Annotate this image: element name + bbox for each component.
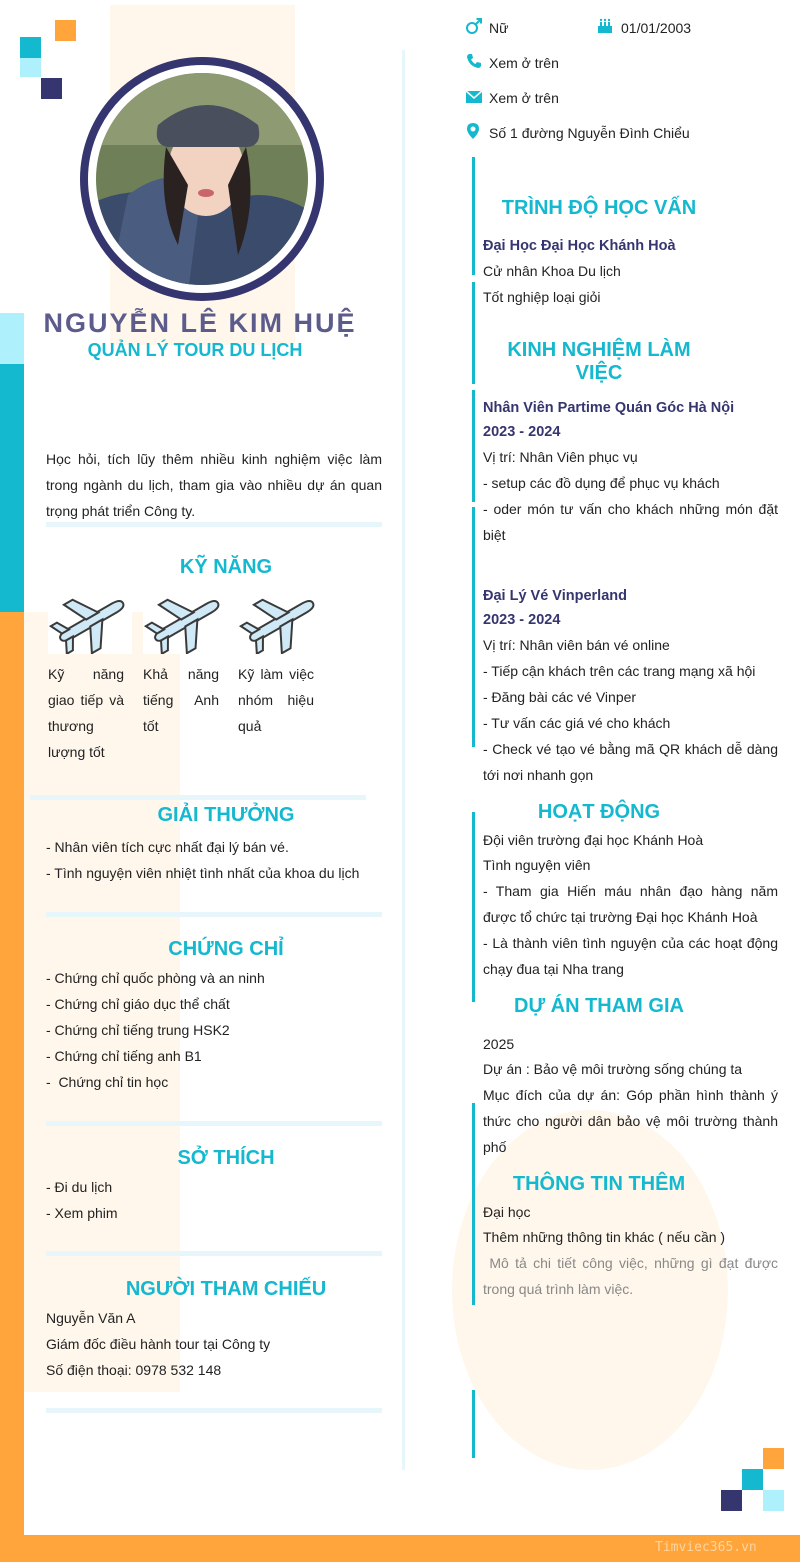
address-value: Số 1 đường Nguyễn Đình Chiểu [489,125,690,141]
phone-value: Xem ở trên [489,55,559,71]
deco-square [763,1490,784,1511]
deco-square [742,1469,763,1490]
certificate-item: - Chứng chỉ tiếng anh B1 [46,1048,202,1064]
extra-hint: Mô tả chi tiết công việc, những gì đạt được trong quá trình làm việc. [483,1255,782,1297]
job-line: - Tư vấn các giá vé cho khách [483,715,671,731]
watermark: Timviec365.vn [655,1540,757,1555]
phone-icon [465,52,483,70]
experience-title: KINH NGHIỆM LÀM VIỆC [507,339,691,384]
reference-phone: Số điện thoại: 0978 532 148 [46,1362,222,1378]
section-divider [46,1121,382,1126]
avatar [80,57,324,301]
accent-line [472,1103,475,1305]
certificate-item: - Chứng chỉ giáo dục thể chất [46,996,230,1012]
activity-line: - Tham gia Hiến máu nhân đạo hàng năm được tổ chức tại trường Đại học Khánh Hoà [483,883,778,925]
job-line: - Tiếp cận khách trên các trang mạng xã hội [483,663,756,679]
accent-line [472,507,475,747]
awards-title: GIẢI THƯỞNG [157,804,295,826]
accent-line [472,157,475,275]
hobby-item: - Xem phim [46,1205,118,1221]
candidate-name: NGUYỄN LÊ KIM HUỆ [43,308,357,338]
project-purpose: Mục đích của dự án: Góp phần hình thành ý thức cho người dân bảo vệ môi trường thành phố [483,1087,778,1155]
section-divider [30,795,366,800]
skills-title: KỸ NĂNG [179,556,273,578]
references-title: NGƯỜI THAM CHIẾU [125,1278,327,1300]
airplane-icon [143,590,227,654]
certificate-item: - Chứng chỉ tiếng trung HSK2 [46,1022,230,1038]
certificates-title: CHỨNG CHỈ [168,938,284,960]
education-school: Đại Học Đại Học Khánh Hoà [483,238,676,254]
section-divider [46,1251,382,1256]
job-line: Vị trí: Nhân Viên phục vụ [483,449,638,465]
job-period: 2023 - 2024 [483,424,561,440]
education-title: TRÌNH ĐỘ HỌC VẤN [501,197,697,219]
accent-line [472,812,475,1002]
section-divider [46,1408,382,1413]
accent-line [472,1390,475,1458]
project-year: 2025 [483,1036,515,1052]
extra-line: Thêm những thông tin khác ( nếu cần ) [483,1229,726,1245]
job-company: Đại Lý Vé Vinperland [483,588,627,604]
airplane-icon [48,590,132,654]
accent-line [472,282,475,384]
education-degree: Cử nhân Khoa Du lịch [483,263,621,279]
cyan-left-strip [0,364,24,612]
deco-square [20,37,41,58]
certificate-item: - Chứng chỉ quốc phòng và an ninh [46,970,265,986]
job-line: Vị trí: Nhân viên bán vé online [483,637,670,653]
deco-square [55,20,76,41]
hobbies-title: SỞ THÍCH [177,1147,275,1169]
education-result: Tốt nghiệp loại giỏi [483,289,601,305]
project-name: Dự án : Bảo vệ môi trường sống chúng ta [483,1061,743,1077]
hobby-item: - Đi du lịch [46,1179,113,1195]
email-icon [465,89,483,105]
award-item: - Nhân viên tích cực nhất đại lý bán vé. [46,839,289,855]
certificate-item: - Chứng chỉ tin học [46,1074,169,1090]
career-objective: Học hỏi, tích lũy thêm nhiều kinh nghiệm việc làm trong ngành du lịch, tham gia vào nhiều dự án quan trọng phát triển Công ty. [46,451,382,519]
skill-item: Kỹ năng giao tiếp và thương lượng tốt [48,666,124,760]
job-line: - Check vé tạo vé bằng mã QR khách dễ dàng tới nơi nhanh gọn [483,741,778,783]
dob-value: 01/01/2003 [621,20,692,36]
reference-name: Nguyễn Văn A [46,1310,136,1326]
job-period: 2023 - 2024 [483,612,561,628]
location-pin-icon [466,122,480,140]
orange-left-strip [0,612,24,1562]
activity-line: Tình nguyện viên [483,857,591,873]
section-divider [46,522,382,527]
reference-role: Giám đốc điều hành tour tại Công ty [46,1336,271,1352]
skill-item: Khả năng tiếng Anh tốt [143,666,219,734]
gender-value: Nữ [489,20,509,36]
award-item: - Tình nguyện viên nhiệt tình nhất của khoa du lịch [46,865,360,881]
gender-icon [465,17,483,35]
job-line: - setup các đồ dụng để phục vụ khách [483,475,720,491]
activities-title: HOẠT ĐỘNG [537,801,661,823]
birthday-cake-icon [596,17,614,35]
projects-title: DỰ ÁN THAM GIA [514,995,684,1017]
deco-square [20,58,41,77]
skill-item: Kỹ làm việc nhóm hiệu quả [238,666,314,734]
deco-square [763,1448,784,1469]
deco-square [721,1490,742,1511]
column-divider [402,50,405,1470]
job-company: Nhân Viên Partime Quán Góc Hà Nội [483,400,735,416]
candidate-position: QUẢN LÝ TOUR DU LỊCH [87,340,303,360]
extra-title: THÔNG TIN THÊM [512,1173,686,1195]
extra-line: Đại học [483,1204,531,1220]
job-line: - Đăng bài các vé Vinper [483,689,637,705]
activity-line: - Là thành viên tình nguyện của các hoạt động chạy đua tại Nha trang [483,935,778,977]
section-divider [46,912,382,917]
job-line: - oder món tư vấn cho khách những món đặt biệt [483,501,778,543]
airplane-icon [238,590,322,654]
accent-line [472,390,475,502]
email-value: Xem ở trên [489,90,559,106]
deco-square [41,78,62,99]
activity-line: Đội viên trường đại học Khánh Hoà [483,832,704,848]
